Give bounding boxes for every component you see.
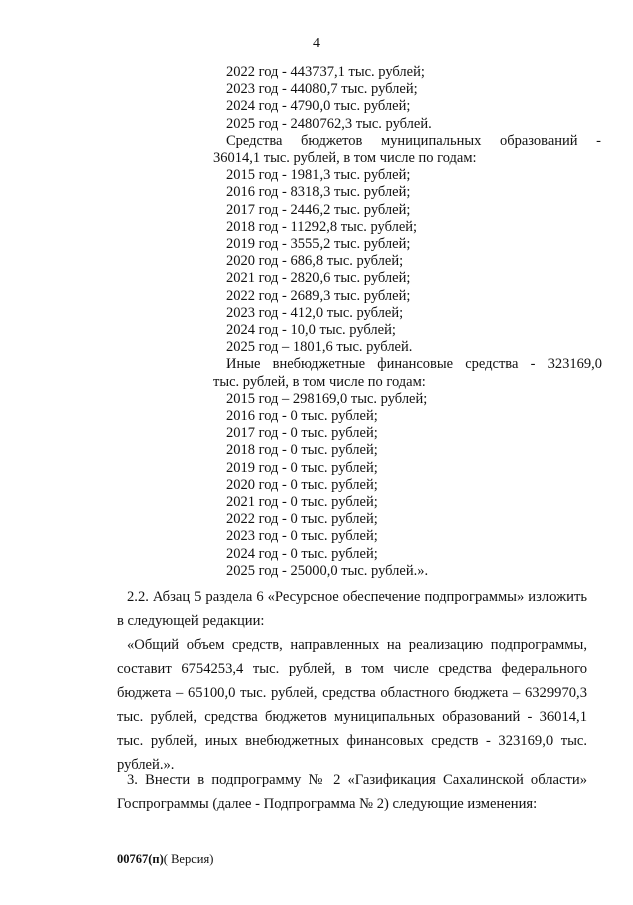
- financing-line: 2019 год - 3555,2 тыс. рублей;: [226, 236, 411, 252]
- financing-line: 2023 год - 412,0 тыс. рублей;: [226, 304, 404, 321]
- financing-line: 2024 год - 4790,0 тыс. рублей;: [226, 98, 411, 115]
- financing-line: 2015 год – 298169,0 тыс. рублей;: [226, 390, 428, 407]
- paragraph-3-text: 3. Внести в подпрограмму № 2 «Газификация Сахалинской области» Госпрограммы (далее - Подпрограмма № 2) следующие изменения:: [117, 772, 587, 813]
- page-number: 4: [313, 36, 320, 51]
- financing-line: Средства бюджетов муниципальных образований -: [226, 132, 601, 149]
- financing-line: 2017 год - 0 тыс. рублей;: [226, 425, 378, 442]
- financing-line: 2021 год - 2820,6 тыс. рублей;: [226, 270, 411, 287]
- financing-line: 2015 год - 1981,3 тыс. рублей;: [226, 167, 411, 184]
- financing-line: Иные внебюджетные финансовые средства - 323169,0: [226, 356, 602, 373]
- financing-line: тыс. рублей, в том числе по годам:: [213, 373, 426, 390]
- financing-line: 2023 год - 0 тыс. рублей;: [226, 528, 378, 545]
- financing-line: 2024 год - 10,0 тыс. рублей;: [226, 322, 396, 338]
- financing-line: 2017 год - 2446,2 тыс. рублей;: [226, 201, 411, 218]
- paragraph-quote-text: «Общий объем средств, направленных на реализацию подпрограммы, составит 6754253,4 тыс. рублей, в том числе средства федерального бюджета – 65100,0 тыс. рублей, средства областного бюджета – 6329970,3 тыс. рублей, средства бюджетов муниципальных образований - 36014,1 тыс. рублей, иных внебюджетных финансовых средств - 323169,0 тыс. рублей.».: [117, 637, 587, 774]
- footer: [117, 852, 213, 867]
- financing-line: 2021 год - 0 тыс. рублей;: [226, 494, 378, 510]
- financing-line: 2018 год - 11292,8 тыс. рублей;: [226, 218, 418, 235]
- financing-line: 2016 год - 0 тыс. рублей;: [226, 408, 378, 424]
- paragraph-3: [117, 768, 587, 816]
- document-code: 00767(п): [117, 852, 164, 866]
- document-version: ( Версия): [163, 852, 214, 866]
- financing-line: 2019 год - 0 тыс. рублей;: [226, 459, 378, 476]
- financing-line: 2022 год - 443737,1 тыс. рублей;: [226, 64, 425, 80]
- financing-line: 2020 год - 0 тыс. рублей;: [226, 476, 378, 493]
- financing-line: 36014,1 тыс. рублей, в том числе по годам:: [213, 150, 477, 166]
- financing-line: 2024 год - 0 тыс. рублей;: [226, 545, 378, 562]
- paragraph-quote: [117, 633, 587, 778]
- financing-line: 2020 год - 686,8 тыс. рублей;: [226, 253, 404, 270]
- financing-line: 2025 год - 25000,0 тыс. рублей.».: [226, 562, 429, 579]
- paragraph-2-2-text: 2.2. Абзац 5 раздела 6 «Ресурсное обеспечение подпрограммы» изложить в следующей редакции:: [117, 589, 587, 630]
- paragraph-2-2: [117, 585, 587, 633]
- financing-line: 2022 год - 0 тыс. рублей;: [226, 511, 378, 528]
- financing-line: 2023 год - 44080,7 тыс. рублей;: [226, 81, 418, 98]
- financing-line: 2025 год - 2480762,3 тыс. рублей.: [226, 115, 432, 132]
- financing-line: 2022 год - 2689,3 тыс. рублей;: [226, 287, 411, 304]
- financing-line: 2016 год - 8318,3 тыс. рублей;: [226, 184, 411, 201]
- financing-line: 2025 год – 1801,6 тыс. рублей.: [226, 339, 413, 356]
- financing-line: 2018 год - 0 тыс. рублей;: [226, 442, 378, 459]
